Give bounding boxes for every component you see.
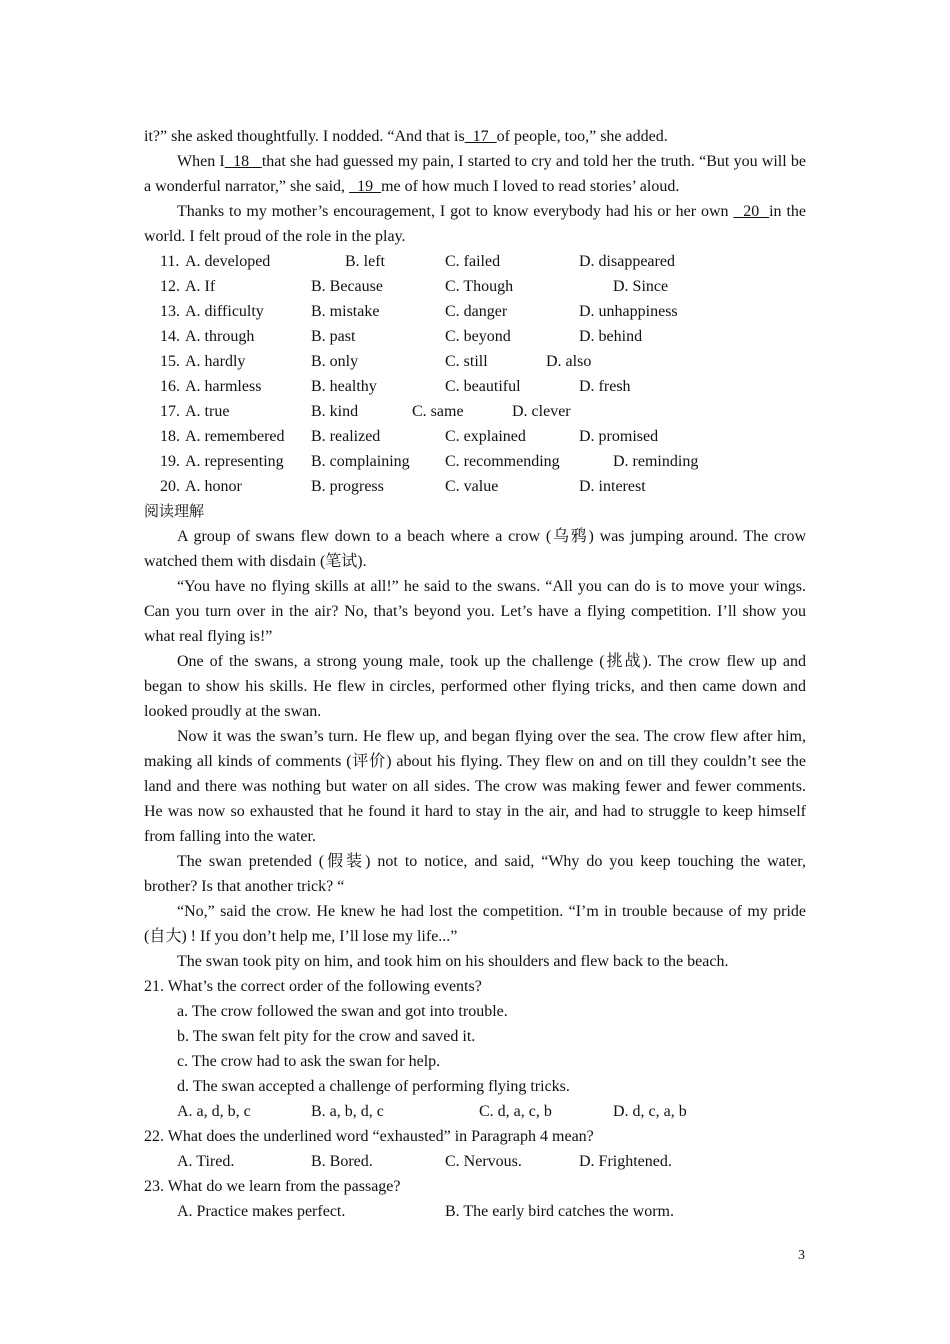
- option-c: C. failed: [445, 253, 501, 270]
- option-d: D. Frightened.: [579, 1153, 672, 1170]
- question-number: 19.: [160, 453, 180, 470]
- cloze-text: me of how much I loved to read stories’ aloud.: [381, 178, 680, 195]
- option-c: C. recommending: [445, 453, 560, 470]
- option-c: C. value: [445, 478, 499, 495]
- reading-paragraph-5: The swan pretended (假装) not to notice, and said, “Why do you keep touching the water, brother? Is that another trick? “: [144, 853, 806, 895]
- option-row-12: [144, 274, 806, 299]
- page-number: 3: [798, 1248, 805, 1263]
- option-b: B. Bored.: [311, 1153, 373, 1170]
- option-b: B. left: [345, 253, 385, 270]
- reading-paragraph-2: “You have no flying skills at all!” he said to the swans. “All you can do is to move your wings. Can you turn over in the air? No, that’s beyond you. Let’s have a flying competition. I’ll show you what real flying is!”: [144, 578, 806, 645]
- question-21-stem: 21. What’s the correct order of the following events?: [144, 978, 482, 995]
- reading-paragraph-4: Now it was the swan’s turn. He flew up, and began flying over the sea. The crow flew after him, making all kinds of comments (评价) about his flying. They flew on and on till they couldn’t see the land and there was nothing but water on all sides. The crow was making fewer and fewer comments. He was now so exhausted that he found it hard to stay in the air, and had to struggle to keep himself from falling into the water.: [144, 728, 806, 845]
- option-row-19: [144, 449, 806, 474]
- option-a: A. Tired.: [177, 1153, 235, 1170]
- option-row-15: [144, 349, 806, 374]
- question-number: 18.: [160, 428, 180, 445]
- option-d: D. clever: [512, 403, 571, 420]
- option-d: D. reminding: [613, 453, 699, 470]
- option-b: B. Because: [311, 278, 383, 295]
- option-b: B. healthy: [311, 378, 377, 395]
- option-d: D. disappeared: [579, 253, 675, 270]
- option-a: A. developed: [185, 253, 271, 270]
- question-number: 11.: [160, 253, 180, 270]
- option-a: A. hardly: [185, 353, 246, 370]
- option-row-14: [144, 324, 806, 349]
- option-b: B. realized: [311, 428, 381, 445]
- blank-20: 20: [733, 203, 770, 220]
- reading-paragraph-6: “No,” said the crow. He knew he had lost the competition. “I’m in trouble because of my pride (自大) ! If you don’t help me, I’ll lose my life...”: [144, 903, 806, 945]
- option-row-17: [144, 399, 806, 424]
- cloze-paragraph: [144, 199, 806, 249]
- cloze-text: Thanks to my mother’s encouragement, I got to know everybody had his or her own: [177, 203, 734, 220]
- question-21-options: [144, 1099, 806, 1124]
- option-b: B. past: [311, 328, 356, 345]
- option-a: A. Practice makes perfect.: [177, 1203, 346, 1220]
- option-a: A. remembered: [185, 428, 285, 445]
- option-b: B. complaining: [311, 453, 410, 470]
- cloze-text: that she had guessed my pain, I started to cry and told her the truth. “But you will be a wonderful narrator,” she said,: [144, 153, 807, 195]
- event-b: b. The swan felt pity for the crow and saved it.: [177, 1028, 476, 1045]
- question-22-options: [144, 1149, 806, 1174]
- question-22-stem: 22. What does the underlined word “exhausted” in Paragraph 4 mean?: [144, 1128, 594, 1145]
- reading-paragraph-1: A group of swans flew down to a beach where a crow (乌鸦) was jumping around. The crow watched them with disdain (笔试).: [144, 528, 806, 570]
- cloze-text: in the world. I felt proud of the role in the play.: [144, 203, 807, 245]
- option-a: A. honor: [185, 478, 242, 495]
- option-c: C. Though: [445, 278, 514, 295]
- section-title: 阅读理解: [144, 502, 205, 520]
- option-c: C. d, a, c, b: [479, 1103, 552, 1120]
- option-b: B. The early bird catches the worm.: [445, 1203, 674, 1220]
- option-a: A. representing: [185, 453, 284, 470]
- option-c: C. same: [412, 403, 464, 420]
- option-b: B. mistake: [311, 303, 380, 320]
- option-a: A. harmless: [185, 378, 262, 395]
- option-d: D. fresh: [579, 378, 631, 395]
- question-number: 15.: [160, 353, 180, 370]
- event-a: a. The crow followed the swan and got into trouble.: [177, 1003, 508, 1020]
- option-row-11: [144, 249, 806, 274]
- blank-17: 17: [464, 128, 497, 145]
- option-a: A. If: [185, 278, 216, 295]
- option-b: B. only: [311, 353, 359, 370]
- option-c: C. beyond: [445, 328, 511, 345]
- question-number: 13.: [160, 303, 180, 320]
- option-d: D. behind: [579, 328, 643, 345]
- option-c: C. danger: [445, 303, 508, 320]
- cloze-paragraph-tail: [144, 124, 806, 149]
- option-c: C. Nervous.: [445, 1153, 522, 1170]
- option-a: A. true: [185, 403, 230, 420]
- reading-paragraph-3: One of the swans, a strong young male, took up the challenge (挑战). The crow flew up and began to show his skills. He flew in circles, performed other flying tricks, and then came down and looked proudly at the swan.: [144, 653, 806, 720]
- reading-paragraph-7: The swan took pity on him, and took him on his shoulders and flew back to the beach.: [177, 953, 729, 970]
- blank-19: 19: [349, 178, 382, 195]
- question-number: 20.: [160, 478, 180, 495]
- option-d: D. also: [546, 353, 592, 370]
- option-d: D. interest: [579, 478, 646, 495]
- event-c: c. The crow had to ask the swan for help.: [177, 1053, 441, 1070]
- option-c: C. still: [445, 353, 488, 370]
- page-content: [144, 124, 806, 1224]
- option-c: C. beautiful: [445, 378, 521, 395]
- question-number: 14.: [160, 328, 180, 345]
- option-row-20: [144, 474, 806, 499]
- option-a: A. through: [185, 328, 255, 345]
- blank-18: 18: [224, 153, 262, 170]
- option-b: B. kind: [311, 403, 359, 420]
- option-b: B. progress: [311, 478, 384, 495]
- option-row-16: [144, 374, 806, 399]
- question-number: 16.: [160, 378, 180, 395]
- option-b: B. a, b, d, c: [311, 1103, 384, 1120]
- question-23-options: [144, 1199, 806, 1224]
- option-d: D. Since: [613, 278, 669, 295]
- cloze-paragraph: [144, 149, 806, 199]
- cloze-text: of people, too,” she added.: [496, 128, 668, 145]
- option-d: D. d, c, a, b: [613, 1103, 687, 1120]
- cloze-text: it?” she asked thoughtfully. I nodded. “And that is: [144, 128, 465, 145]
- option-d: D. promised: [579, 428, 659, 445]
- option-a: A. difficulty: [185, 303, 264, 320]
- option-c: C. explained: [445, 428, 526, 445]
- option-d: D. unhappiness: [579, 303, 678, 320]
- question-number: 17.: [160, 403, 180, 420]
- event-d: d. The swan accepted a challenge of performing flying tricks.: [177, 1078, 570, 1095]
- option-row-18: [144, 424, 806, 449]
- cloze-text: When I: [177, 153, 225, 170]
- option-a: A. a, d, b, c: [177, 1103, 251, 1120]
- option-row-13: [144, 299, 806, 324]
- question-23-stem: 23. What do we learn from the passage?: [144, 1178, 401, 1195]
- question-number: 12.: [160, 278, 180, 295]
